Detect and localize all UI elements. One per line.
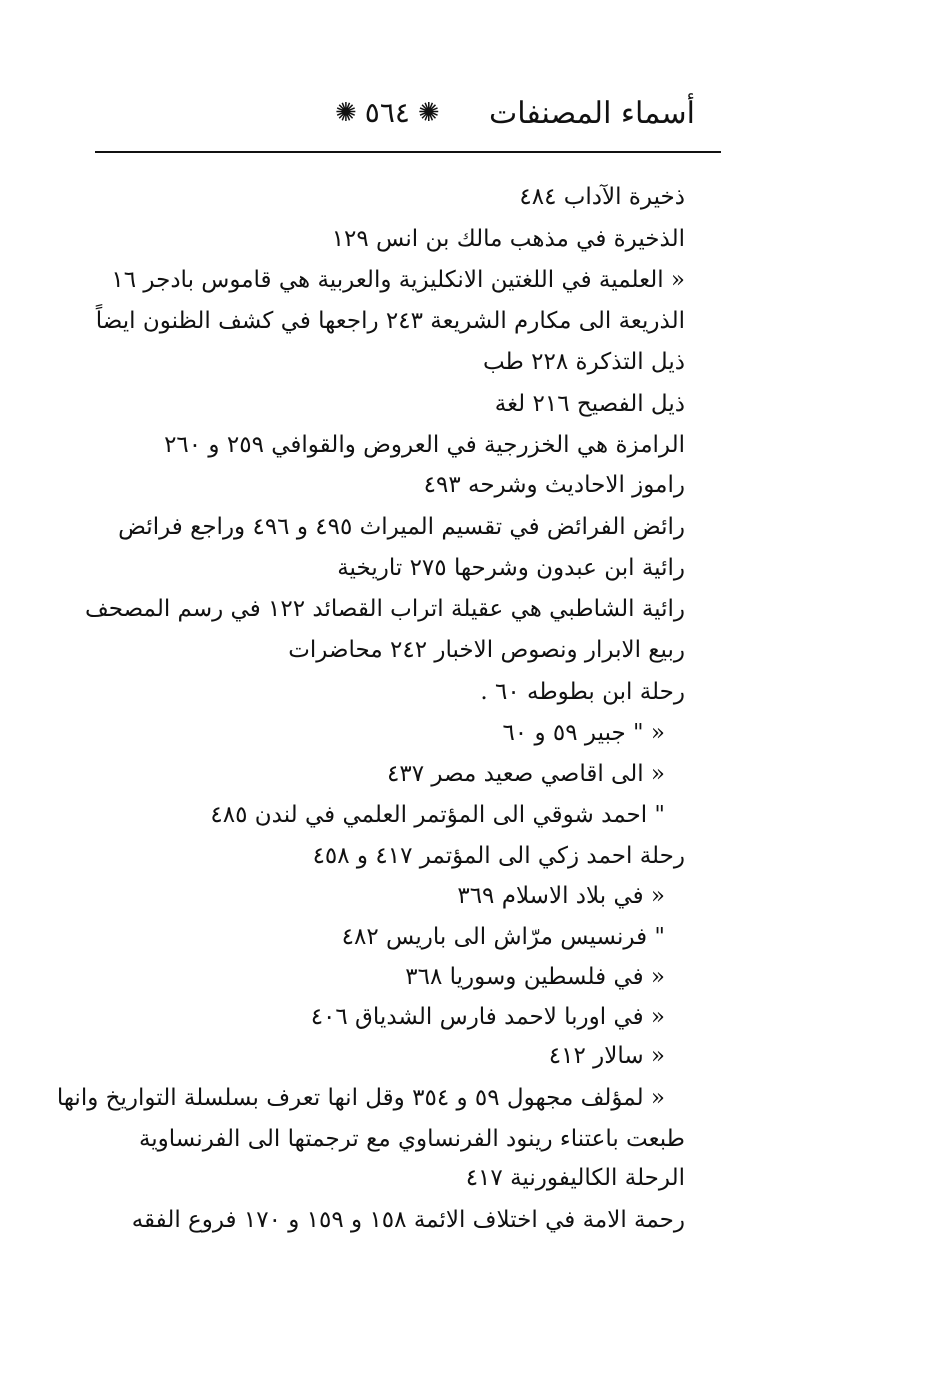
header-rule	[95, 151, 721, 153]
index-entry: « الى اقاصي صعيد مصر ٤٣٧	[387, 761, 665, 787]
index-entry: ذيل التذكرة ٢٢٨ طب	[482, 349, 685, 375]
index-entry: رحلة احمد زكي الى المؤتمر ٤١٧ و ٤٥٨	[312, 843, 685, 869]
index-entry: ذيل الفصيح ٢١٦ لغة	[494, 391, 685, 417]
index-entry: رائية ابن عبدون وشرحها ٢٧٥ تاريخية	[337, 555, 685, 581]
index-entry: رائض الفرائض في تقسيم الميراث ٤٩٥ و ٤٩٦ وراجع فرائض	[118, 514, 685, 540]
asterisk-ornament-icon: ✺	[335, 97, 357, 128]
index-entry: الرحلة الكاليفورنية ٤١٧	[465, 1165, 685, 1191]
index-entry: رحمة الامة في اختلاف الائمة ١٥٨ و ١٥٩ و ١٧٠ فروع الفقه	[131, 1207, 685, 1233]
index-entry: الرامزة هي الخزرجية في العروض والقوافي ٢٥٩ و ٢٦٠	[164, 432, 685, 458]
index-entry: راموز الاحاديث وشرحه ٤٩٣	[423, 472, 685, 498]
index-entry: « في فلسطين وسوريا ٣٦٨	[405, 964, 665, 990]
index-entry: " احمد شوقي الى المؤتمر العلمي في لندن ٤٨٥	[210, 802, 665, 828]
page-number-group	[335, 96, 440, 129]
index-entry: الذريعة الى مكارم الشريعة ٢٤٣ راجعها في كشف الظنون ايضاً	[95, 308, 685, 334]
running-title: أسماء المصنفات	[488, 96, 695, 131]
index-entry: رحلة ابن بطوطه ٦٠ .	[480, 679, 685, 705]
index-entry: « لمؤلف مجهول ٥٩ و ٣٥٤ وقل انها تعرف بسلسلة التواريخ وانها	[56, 1085, 665, 1111]
index-entry: " فرنسيس مرّاش الى باريس ٤٨٢	[341, 924, 665, 950]
page-header	[95, 88, 715, 140]
index-entry: رائية الشاطبي هي عقيلة اتراب القصائد ١٢٢ في رسم المصحف	[84, 596, 685, 622]
page-number: ٥٦٤	[364, 96, 410, 129]
index-entry: الذخيرة في مذهب مالك بن انس ١٢٩	[331, 226, 685, 252]
index-entry: « العلمية في اللغتين الانكليزية والعربية هي قاموس بادجر ١٦	[111, 267, 685, 293]
index-entry: ذخيرة الآداب ٤٨٤	[519, 184, 685, 210]
index-entry: « في بلاد الاسلام ٣٦٩	[457, 883, 665, 909]
index-entry: ربيع الابرار ونصوص الاخبار ٢٤٢ محاضرات	[288, 637, 685, 663]
index-entry: « في اوربا لاحمد فارس الشدياق ٤٠٦	[310, 1004, 665, 1030]
asterisk-ornament-icon: ✺	[417, 97, 440, 128]
index-entry: « سالار ٤١٢	[548, 1043, 665, 1069]
index-entry: طبعت باعتناء رينود الفرنساوي مع ترجمتها الى الفرنساوية	[138, 1126, 685, 1152]
index-entry: « " جبير ٥٩ و ٦٠	[502, 720, 665, 746]
